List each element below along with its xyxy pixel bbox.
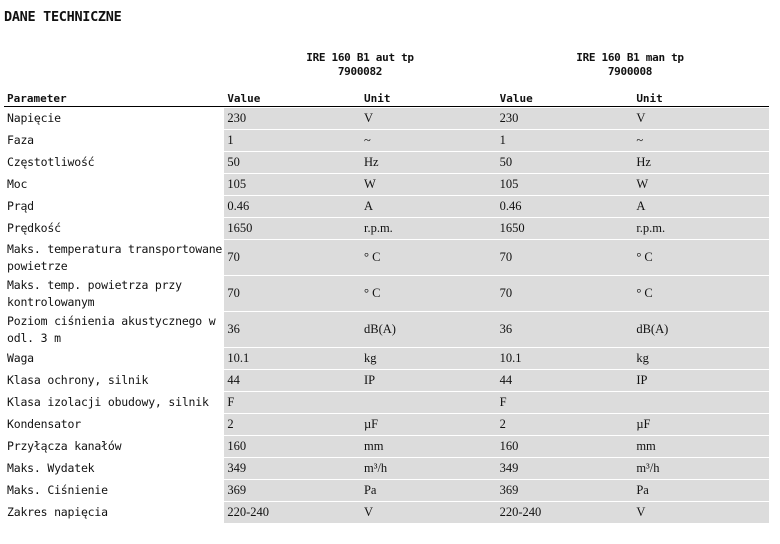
value-cell: 220-240 (497, 502, 634, 523)
model-name: IRE 160 B1 man tp (576, 51, 684, 64)
column-header: Value (224, 89, 361, 107)
value-cell: 230 (224, 108, 361, 129)
unit-cell: W (361, 174, 497, 195)
parameter-cell: Maks. Wydatek (4, 458, 224, 479)
unit-cell: Hz (361, 152, 497, 173)
value-cell: 2 (224, 414, 361, 435)
unit-cell: kg (633, 348, 769, 369)
value-cell: 70 (497, 240, 634, 275)
parameter-cell: Faza (4, 130, 224, 151)
value-cell: 70 (224, 240, 361, 275)
value-cell: 0.46 (497, 196, 634, 217)
value-cell: F (224, 392, 361, 413)
value-cell: 50 (224, 152, 361, 173)
value-cell: 44 (224, 370, 361, 391)
value-cell: 160 (224, 436, 361, 457)
value-cell: 160 (497, 436, 634, 457)
tech-data-table (4, 88, 769, 524)
unit-cell: W (633, 174, 769, 195)
parameter-cell: Maks. temp. powietrza przy kontrolowanym (4, 276, 224, 311)
unit-cell (633, 392, 769, 413)
unit-cell: V (633, 108, 769, 129)
table-header-row (4, 89, 769, 107)
unit-cell: µF (633, 414, 769, 435)
parameter-cell: Prędkość (4, 218, 224, 239)
table-row (4, 370, 769, 391)
table-row (4, 174, 769, 195)
unit-cell: A (633, 196, 769, 217)
parameter-cell: Zakres napięcia (4, 502, 224, 523)
column-header: Parameter (4, 89, 224, 107)
table-row (4, 312, 769, 347)
value-cell: 369 (224, 480, 361, 501)
value-cell: 220-240 (224, 502, 361, 523)
value-cell: 0.46 (224, 196, 361, 217)
table-row (4, 436, 769, 457)
parameter-cell: Kondensator (4, 414, 224, 435)
value-cell: 105 (224, 174, 361, 195)
value-cell: 1 (497, 130, 634, 151)
unit-cell: Hz (633, 152, 769, 173)
table-row (4, 348, 769, 369)
unit-cell: V (361, 502, 497, 523)
parameter-cell: Waga (4, 348, 224, 369)
column-header: Unit (633, 89, 769, 107)
unit-cell: A (361, 196, 497, 217)
parameter-cell: Napięcie (4, 108, 224, 129)
value-cell: 105 (497, 174, 634, 195)
table-row (4, 108, 769, 129)
parameter-cell: Prąd (4, 196, 224, 217)
value-cell: 230 (497, 108, 634, 129)
value-cell: 349 (497, 458, 634, 479)
unit-cell: ~ (633, 130, 769, 151)
unit-cell: mm (361, 436, 497, 457)
unit-cell: IP (633, 370, 769, 391)
parameter-cell: Przyłącza kanałów (4, 436, 224, 457)
unit-cell: mm (633, 436, 769, 457)
value-cell: 10.1 (497, 348, 634, 369)
unit-cell: m³/h (361, 458, 497, 479)
unit-cell: r.p.m. (361, 218, 497, 239)
value-cell: 369 (497, 480, 634, 501)
parameter-cell: Częstotliwość (4, 152, 224, 173)
unit-cell: kg (361, 348, 497, 369)
unit-cell: m³/h (633, 458, 769, 479)
table-row (4, 480, 769, 501)
table-row (4, 276, 769, 311)
table-row (4, 392, 769, 413)
model-code: 7900008 (607, 65, 653, 78)
unit-cell: IP (361, 370, 497, 391)
value-cell: 70 (224, 276, 361, 311)
value-cell: 349 (224, 458, 361, 479)
parameter-cell: Klasa ochrony, silnik (4, 370, 224, 391)
unit-cell: ° C (633, 240, 769, 275)
value-cell: 2 (497, 414, 634, 435)
unit-cell: V (633, 502, 769, 523)
table-row (4, 196, 769, 217)
value-cell: 1 (224, 130, 361, 151)
table-row (4, 502, 769, 523)
model-header-2 (560, 51, 700, 79)
value-cell: 1650 (497, 218, 634, 239)
table-row (4, 152, 769, 173)
page-title: DANE TECHNICZNE (4, 9, 122, 25)
value-cell: 36 (497, 312, 634, 347)
table-row (4, 458, 769, 479)
table-row (4, 130, 769, 151)
unit-cell: dB(A) (361, 312, 497, 347)
table-row (4, 240, 769, 275)
value-cell: 50 (497, 152, 634, 173)
model-header-1 (290, 51, 430, 79)
unit-cell: ~ (361, 130, 497, 151)
unit-cell: r.p.m. (633, 218, 769, 239)
unit-cell: µF (361, 414, 497, 435)
unit-cell: dB(A) (633, 312, 769, 347)
table-row (4, 218, 769, 239)
model-code: 7900082 (337, 65, 383, 78)
table-row (4, 414, 769, 435)
value-cell: F (497, 392, 634, 413)
parameter-cell: Maks. temperatura transportowane powietrze (4, 240, 224, 275)
parameter-cell: Poziom ciśnienia akustycznego w odl. 3 m (4, 312, 224, 347)
value-cell: 1650 (224, 218, 361, 239)
value-cell: 44 (497, 370, 634, 391)
unit-cell: ° C (361, 240, 497, 275)
parameter-cell: Klasa izolacji obudowy, silnik (4, 392, 224, 413)
parameter-cell: Moc (4, 174, 224, 195)
column-header: Value (497, 89, 634, 107)
column-header: Unit (361, 89, 497, 107)
unit-cell: ° C (361, 276, 497, 311)
model-name: IRE 160 B1 aut tp (306, 51, 414, 64)
unit-cell (361, 392, 497, 413)
unit-cell: Pa (633, 480, 769, 501)
value-cell: 36 (224, 312, 361, 347)
unit-cell: V (361, 108, 497, 129)
value-cell: 10.1 (224, 348, 361, 369)
unit-cell: Pa (361, 480, 497, 501)
parameter-cell: Maks. Ciśnienie (4, 480, 224, 501)
unit-cell: ° C (633, 276, 769, 311)
value-cell: 70 (497, 276, 634, 311)
